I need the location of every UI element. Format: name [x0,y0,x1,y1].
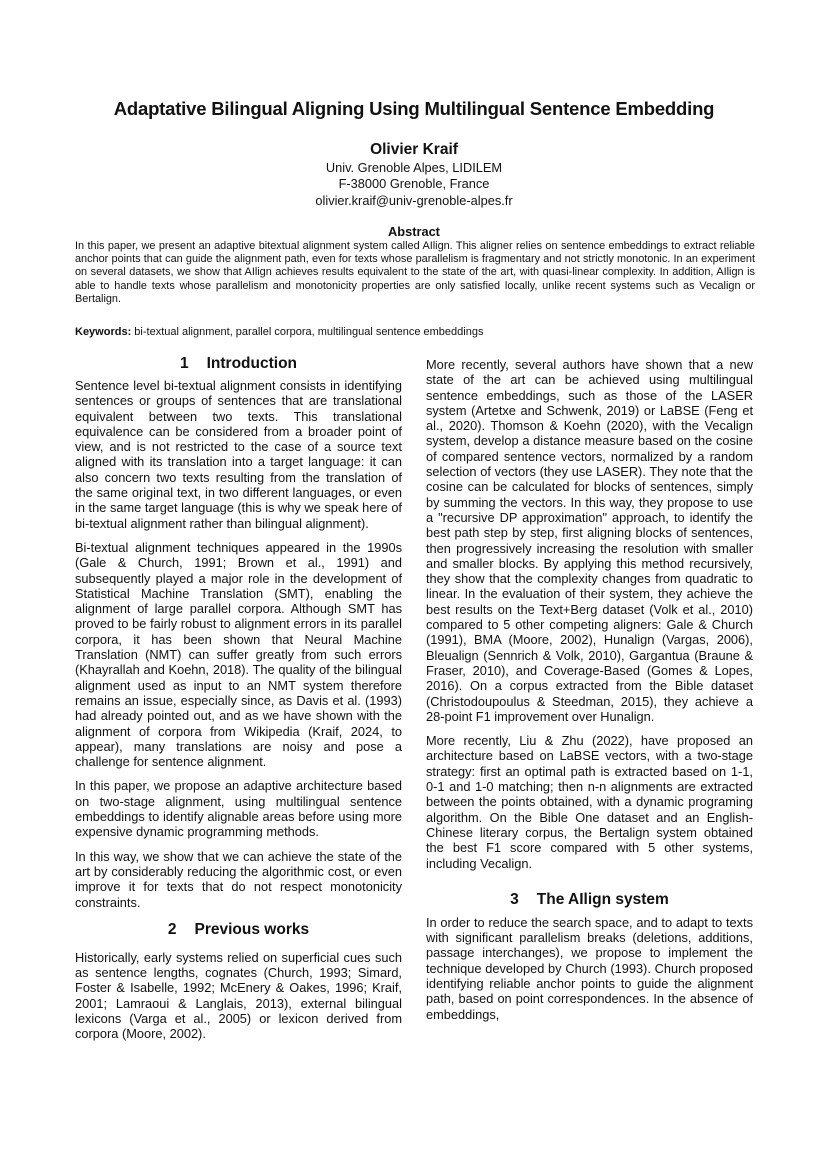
section-heading-introduction [75,355,402,373]
left-column [75,355,402,1051]
section-number: 3 [510,890,519,908]
section-heading-previous-works [75,921,402,939]
paragraph: In this paper, we propose an adaptive architecture based on two-stage alignment, using multilingual sentence embeddings to identify alignable areas before using more expensive dynamic programming methods. [75,778,402,840]
keywords-line [75,326,755,339]
abstract-text: In this paper, we present an adaptive bitextual alignment system called AIlign. This aligner relies on sentence embeddings to extract reliable anchor points that can guide the alignment path, even for texts whose parallelism is fragmentary and not strictly monotonic. In an experiment on several datasets, we show that AIlign achieves results equivalent to the state of the art, with quasi-linear complexity. In addition, AIlign is able to handle texts whose parallelism and monotonicity properties are only satisfied locally, unlike recent systems such as Vecalign or Bertalign. [75,240,755,305]
paragraph: Sentence level bi-textual alignment consists in identifying sentences or groups of sentences that are translational equivalent between two texts. This translational equivalence can be considered from a broader point of view, and is not restricted to the case of a source text aligned with its translation into a target language: it can also concern two texts resulting from the translation of the same original text, in two different languages, or even in the same target language (this is why we speak here of bi-textual alignment rather than bilingual alignment). [75,378,402,531]
section-heading-ailign-system [426,891,753,909]
paragraph: Historically, early systems relied on superficial cues such as sentence lengths, cognates (Church, 1993; Simard, Foster & Isabelle, 1992; McEnery & Oakes, 1996; Kraif, 2001; Lamraoui & Langlais, 2013), external bilingual lexicons (Varga et al., 2005) or lexicon derived from corpora (Moore, 2002). [75,949,402,1042]
abstract-heading: Abstract [388,224,440,239]
author-name: Olivier Kraif [370,141,458,158]
keywords-label: Keywords: [75,326,132,338]
author-email: olivier.kraif@univ-grenoble-alpes.fr [315,192,513,208]
affiliation-line: Univ. Grenoble Alpes, LIDILEM [325,160,503,175]
paragraph: Bi-textual alignment techniques appeared in the 1990s (Gale & Church, 1991; Brown et al., 1991) and subsequently played a major role in the development of Statistical Machine Translation (SMT), enabling the alignment of large parallel corpora. Although SMT has proved to be fairly robust to alignment errors in its parallel corpora, it has been shown that Neural Machine Translation (NMT) can suffer greatly from such errors (Khayrallah and Koehn, 2018). The quality of the bilingual alignment used as input to an NMT system therefore remains an issue, especially since, as Davis et al. (1993) had already pointed out, and as we have shown with the alignment of corpora from Wikipedia (Kraif, 2024, to appear), many translations are noisy and pose a challenge for sentence alignment. [75,539,402,770]
section-title: The AIlign system [536,890,669,908]
section-title: Previous works [194,920,310,938]
affiliation-block [0,160,828,209]
keywords-list: bi-textual alignment, parallel corpora, multilingual sentence embeddings [131,326,484,338]
right-column [426,357,753,1031]
paragraph: More recently, several authors have shown that a new state of the art can be achieved using multilingual sentence embeddings, such as those of the LASER system (Artetxe and Schwenk, 2019) or LaBSE (Feng et al., 2020). Thomson & Koehn (2020), with the Vecalign system, develop a distance measure based on the cosine of compared sentence vectors, normalized by a random selection of vectors (they use LASER). They note that the cosine can be calculated for blocks of sentences, simply by summing the vectors. In this way, they propose to use a "recursive DP approximation" approach, to identify the best path step by step, first aligning blocks of sentences, then progressively increasing the resolution with smaller and smaller blocks. By applying this method recursively, they show that the complexity changes from quadratic to linear. In the evaluation of their system, they achieve the best results on the Text+Berg dataset (Volk et al., 2010) compared to 5 other competing aligners: Gale & Church (1991), BMA (Moore, 2002), Hunalign (Vargas, 2006), Bleualign (Sennrich & Volk, 2010), Gargantua (Braune & Fraser, 2010), and Coverage-Based (Gomes & Lopes, 2016). On a corpus extracted from the Bible dataset (Christodoupoulus & Steedman, 2015), they achieve a 28-point F1 improvement over Hunalign. [426,357,753,724]
paragraph: In order to reduce the search space, and to adapt to texts with significant parallelism breaks (deletions, additions, passage interchanges), we propose to implement the technique developed by Church (1993). Church proposed identifying reliable anchor points to guide the alignment path, based on point correspondences. In the absence of embeddings, [426,914,753,1022]
section-number: 2 [167,920,177,938]
paragraph: In this way, we show that we can achieve the state of the art by considerably reducing the algorithmic cost, or even improve it for texts that do not respect monotonicity constraints. [75,848,402,910]
paper-title: Adaptative Bilingual Aligning Using Multilingual Sentence Embedding [113,98,715,119]
section-number: 1 [179,355,189,372]
section-title: Introduction [206,355,298,372]
affiliation-line: F-38000 Grenoble, France [338,176,490,192]
paragraph: More recently, Liu & Zhu (2022), have proposed an architecture based on LaBSE vectors, with a two-stage strategy: first an optimal path is extracted based on 1-1, 0-1 and 1-0 matching; then n-n alignments are extracted between the points obtained, with a dynamic programing algorithm. On the Bible One dataset and an English-Chinese literary corpus, the Bertalign system obtained the best F1 score compared with 5 other systems, including Vecalign. [426,733,753,871]
